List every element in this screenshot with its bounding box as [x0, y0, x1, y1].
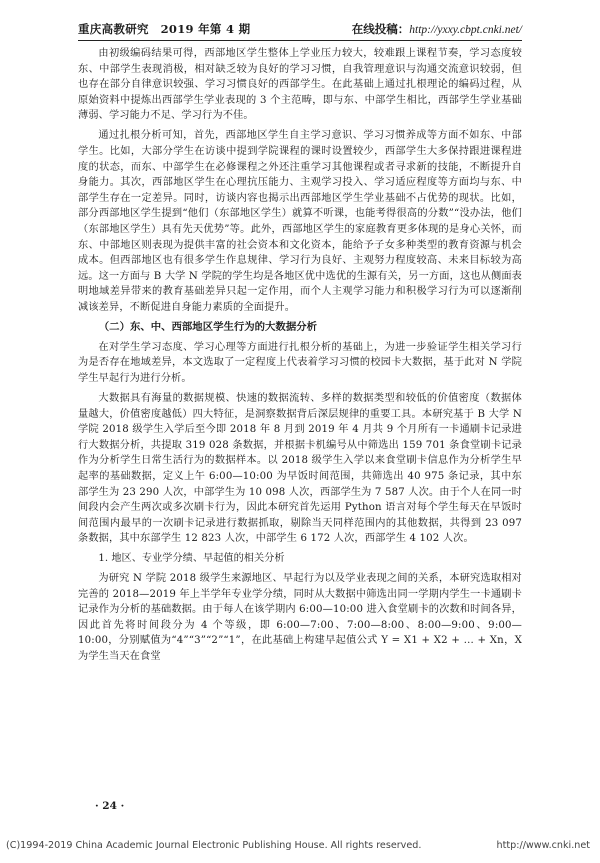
- submission-url-link[interactable]: http://yxxy.cbpt.cnki.net/: [409, 24, 522, 36]
- paragraph-early-rise-formula: 为研究 N 学院 2018 级学生来源地区、早起行为以及学业表现之间的关系，本研究选取相对完善的 2018—2019 年上半学年专业学分绩，同时从大数据中筛选出同一学期内学生一卡通刷卡记录作为分析的基础数据。由于每人在该学期内 6:00—10:00 进入食堂刷卡的次数和时间各异，因此首先将时间段分为 4 个等级，即 6:00—7:00、7:00—8:00、8:00—9:00、9:00—10:00，分别赋值为“4”“3”“2”“1”，在此基础上构建早起值公式 Y = X1 + X2 + … + Xn，X 为学生当天在食堂: [78, 573, 522, 662]
- cnki-website-link[interactable]: http://www.cnki.net: [496, 840, 590, 851]
- journal-issue: 重庆高教研究 2019 年第 4 期: [78, 22, 251, 36]
- paragraph-coding-results: 由初级编码结果可得，西部地区学生整体上学业压力较大，较难跟上课程节奏，学习态度较东、中部学生表现消极，相对缺乏较为良好的学习习惯，自我管理意识与沟通交流意识较弱，但也存在部分自律意识较强、学习习惯良好的西部学生。在此基础上通过扎根理论的编码过程，从原始资料中提炼出西部学生学业表现的 3 个主范畴，即与东、中部学生相比，西部学生学业基础薄弱、学习能力不足、学习行为不佳。: [78, 48, 522, 122]
- copyright-notice: (C)1994-2019 China Academic Journal Electronic Publishing House. All rights reserved.: [6, 840, 422, 851]
- paragraph-campus-card-intro: 在对学生学习态度、学习心理等方面进行扎根分析的基础上，为进一步验证学生相关学习行为是否存在地域差异，本文选取了一定程度上代表着学习习惯的校园卡大数据，基于此对 N 学院学生早起行为进行分析。: [78, 341, 522, 384]
- subsection-heading-correlation: 1. 地区、专业学分绩、早起值的相关分析: [98, 553, 285, 565]
- section-heading-big-data: （二）东、中、西部地区学生行为的大数据分析: [98, 321, 317, 334]
- online-submission-label: 在线投稿：: [351, 22, 410, 36]
- paragraph-grounded-analysis: 通过扎根分析可知，首先，西部地区学生自主学习意识、学习习惯养成等方面不如东、中部学生。比如，大部分学生在访谈中提到学院课程的课时设置较少，西部学生大多保持跟进课程进度的状态，而东、中部学生在必修课程之外还注重学习其他课程或者寻求新的技能，不断提升自身能力。其次，西部地区学生在心理抗压能力、主观学习投入、学习适应程度等方面均与东、中部学生存在一定差异。同时，访谈内容也揭示出西部地区学生学业基础不占优势的现状。比如，部分西部地区学生提到“他们（东部地区学生）就算不听课，也能考得很高的分数”“没办法，他们（东部地区学生）具有先天优势”等。此外，西部地区学生的家庭教育更多体现的是身心关怀，而东、中部地区则表现为提供丰富的社会资本和文化资本，能给予子女多种类型的教育资源与机会成本。但西部地区也有很多学生作息规律、学习行为良好、主观努力程度较高、未来目标较为高远。这一方面与 B 大学 N 学院的学生均是各地区优中选优的生源有关，另一方面，这也从侧面表明地域差异带来的教育基础差异只起一定作用，而个人主观学习能力和积极学习行为可以逐渐削减该差异，不断促进自身能力素质的全面提升。: [78, 130, 522, 313]
- running-header: [78, 18, 522, 41]
- submission-info: [352, 21, 522, 37]
- article-body: [78, 46, 522, 669]
- publisher-footer: [6, 840, 590, 854]
- page-number: · 24 ·: [95, 800, 125, 812]
- paragraph-big-data-method: 大数据具有海量的数据规模、快速的数据流转、多样的数据类型和较低的价值密度（数据体量越大，价值密度越低）四大特征，是洞察数据背后深层规律的重要工具。本研究基于 B 大学 N 学院 2018 级学生入学后至今即 2018 年 8 月到 2019 年 4 月共 9 个月所有一卡通刷卡记录进行大数据分析，共提取 319 028 条数据，并根据卡机编号从中筛选出 159 701 条食堂刷卡记录作为分析学生日常生活行为的数据样本。以 2018 级学生入学以来食堂刷卡信息作为分析学生早起率的基础数据，定义上午 6:00—10:00 为早饭时间范围，共筛选出 40 975 条记录，其中东部学生为 23 290 人次，中部学生为 10 098 人次，西部学生为 7 587 人次。由于个人在同一时间段内会产生两次或多次刷卡行为，因此本研究首先运用 Python 语言对每个学生每天在早饭时间范围内最早的一次刷卡记录进行数据抓取，剔除当天同样范围内的其他数据，共得到 23 097 条数据，其中东部学生 12 823 人次，中部学生 6 172 人次，西部学生 4 102 人次。: [78, 392, 522, 545]
